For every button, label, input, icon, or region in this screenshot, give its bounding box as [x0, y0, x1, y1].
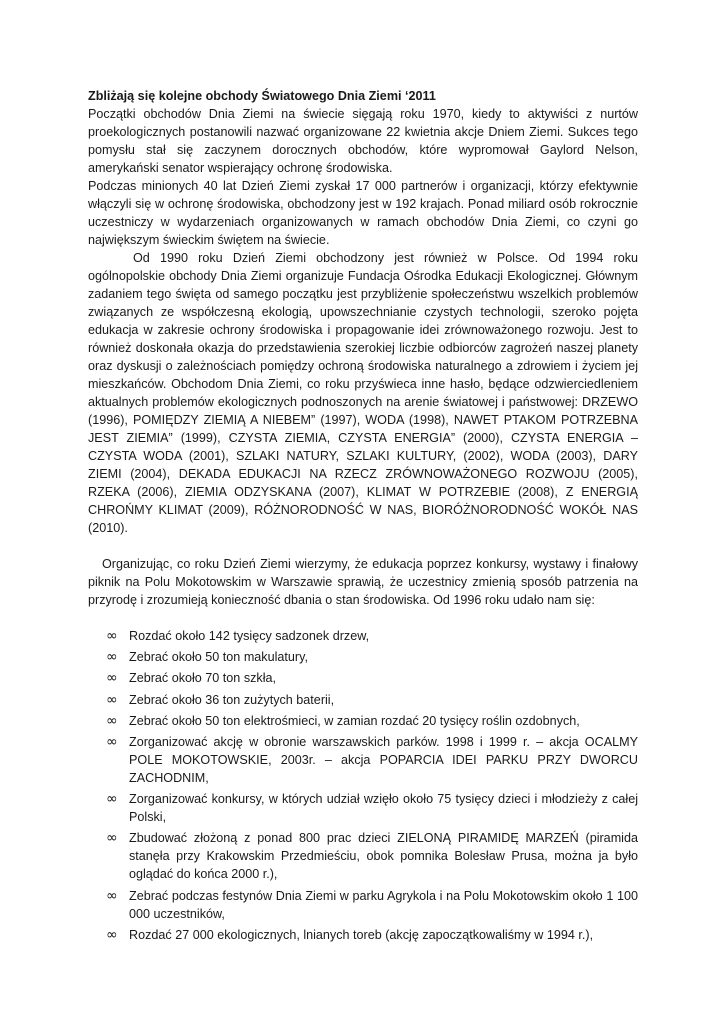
list-item-text: Rozdać 27 000 ekologicznych, lnianych toreb (akcję zapoczątkowaliśmy w 1994 r.),	[129, 927, 594, 942]
paragraph-achievements-intro: Organizując, co roku Dzień Ziemi wierzymy, że edukacja poprzez konkursy, wystawy i finałowy piknik na Polu Mokotowskim w Warszawie sprawią, że uczestnicy zmienią sposób patrzenia na przyrodę i zrozumieją konieczność dbania o stan środowiska. Od 1996 roku udało nam się:	[88, 557, 638, 607]
infinity-bullet-icon: ∞	[106, 691, 118, 708]
document-title: Zbliżają się kolejne obchody Światowego Dnia Ziemi ‘2011	[88, 89, 436, 103]
infinity-bullet-icon: ∞	[106, 791, 118, 808]
infinity-bullet-icon: ∞	[106, 628, 118, 644]
list-item	[88, 790, 638, 826]
list-item	[88, 627, 638, 645]
list-item	[88, 691, 638, 709]
list-item-text: Zorganizować konkursy, w których udział wzięło około 75 tysięcy dzieci i młodzieży z całej Polski,	[129, 792, 638, 825]
list-item	[88, 733, 638, 787]
paragraph-poland: Od 1990 roku Dzień Ziemi obchodzony jest również w Polsce. Od 1994 roku ogólnopolskie obchody Dnia Ziemi organizuje Fundacja Ośrodka Edukacji Ekologicznej. Głównym zadaniem tego święta od samego początku jest przybliżenie społeczeństwu wszelkich problemów związanych ze współczesną ekologią, upowszechnianie czystych technologii, szeroko pojęta edukacja w zakresie ochrony środowiska i propagowanie idei zrównoważonego rozwoju. Jest to również doskonała okazja do przedstawienia szerokiej liczbie odbiorców zagrożeń naszej planety oraz dyskusji o zależnościach pomiędzy ochroną środowiska naturalnego a zdrowiem i życiem jej mieszkańców. Obchodom Dnia Ziemi, co roku przyświeca inne hasło, będące odzwierciedleniem aktualnych problemów ekologicznych podnoszonych na arenie światowej i państwowej: DRZEWO (1996), POMIĘDZY ZIEMIĄ A NIEBEM” (1997), WODA (1998), NAWET PTAKOM POTRZEBNA JEST ZIEMIA” (1999), CZYSTA ZIEMIA, CZYSTA ENERGIA” (2000), CZYSTA ENERGIA – CZYSTA WODA (2001), SZLAKI NATURY, SZLAKI KULTURY, (2002), WODA (2003), DARY ZIEMI (2004), DEKADA EDUKACJI NA RZECZ ZRÓWNOWAŻONEGO ROZWOJU (2005), RZEKA (2006), ZIEMIA ODZYSKANA (2007), KLIMAT W POTRZEBIE (2008), Z ENERGIĄ CHROŃMY KLIMAT (2009), RÓŻNORODNOŚĆ W NAS, BIORÓŻNORODNOŚĆ WOKÓŁ NAS (2010).	[88, 251, 638, 535]
document-body	[88, 87, 638, 947]
list-item-text: Zorganizować akcję w obronie warszawskich parków. 1998 i 1999 r. – akcja OCALMY POLE MOKOTOWSKIE, 2003r. – akcja POPARCIA IDEI PARKU PRZY DWORCU ZACHODNIM,	[129, 734, 638, 785]
infinity-bullet-icon: ∞	[106, 830, 118, 847]
list-item	[88, 887, 638, 923]
list-item	[88, 829, 638, 883]
achievements-list	[88, 627, 638, 944]
list-item-text: Zbudować złożoną z ponad 800 prac dzieci ZIELONĄ PIRAMIDĘ MARZEŃ (piramida stanęła przy Krakowskim Przedmieściu, obok pomnika Bolesław Prusa, można ja było oglądać do końca 2000 r.),	[129, 831, 638, 882]
paragraph-statistics: Podczas minionych 40 lat Dzień Ziemi zyskał 17 000 partnerów i organizacji, którzy efektywnie włączyli się w ochronę środowiska, obchodzony jest w 192 krajach. Ponad miliard osób rokrocznie uczestniczy w wydarzeniach organizowanych w ramach obchodów Dnia Ziemi, co czyni go największym świeckim świętem na świecie.	[88, 179, 638, 247]
infinity-bullet-icon: ∞	[106, 649, 118, 666]
infinity-bullet-icon: ∞	[106, 712, 118, 729]
infinity-bullet-icon: ∞	[106, 733, 118, 750]
list-item-text: Zebrać około 70 ton szkła,	[129, 671, 277, 686]
list-item-text: Zebrać około 50 ton makulatury,	[129, 650, 308, 665]
infinity-bullet-icon: ∞	[106, 926, 118, 943]
list-item-text: Zebrać około 50 ton elektrośmieci, w zamian rozdać 20 tysięcy roślin ozdobnych,	[129, 713, 580, 728]
paragraph-gap	[88, 609, 638, 627]
infinity-bullet-icon: ∞	[106, 887, 118, 904]
paragraph-gap	[88, 537, 638, 555]
list-item-text: Zebrać podczas festynów Dnia Ziemi w parku Agrykola i na Polu Mokotowskim około 1 100 000 uczestników,	[129, 888, 638, 921]
list-item	[88, 926, 638, 944]
list-item-text: Zebrać około 36 ton zużytych baterii,	[129, 692, 335, 707]
paragraph-origins: Początki obchodów Dnia Ziemi na świecie sięgają roku 1970, kiedy to aktywiści z nurtów proekologicznych postanowili nazwać organizowane 22 kwietnia akcje Dniem Ziemi. Sukces tego pomysłu stał się zaczynem dorocznych obchodów, które wypromował Gaylord Nelson, amerykański senator wspierający ochronę środowiska.	[88, 107, 638, 175]
list-item	[88, 669, 638, 687]
infinity-bullet-icon: ∞	[106, 670, 118, 687]
list-item	[88, 648, 638, 666]
list-item-text: Rozdać około 142 tysięcy sadzonek drzew,	[129, 629, 370, 643]
list-item	[88, 712, 638, 730]
